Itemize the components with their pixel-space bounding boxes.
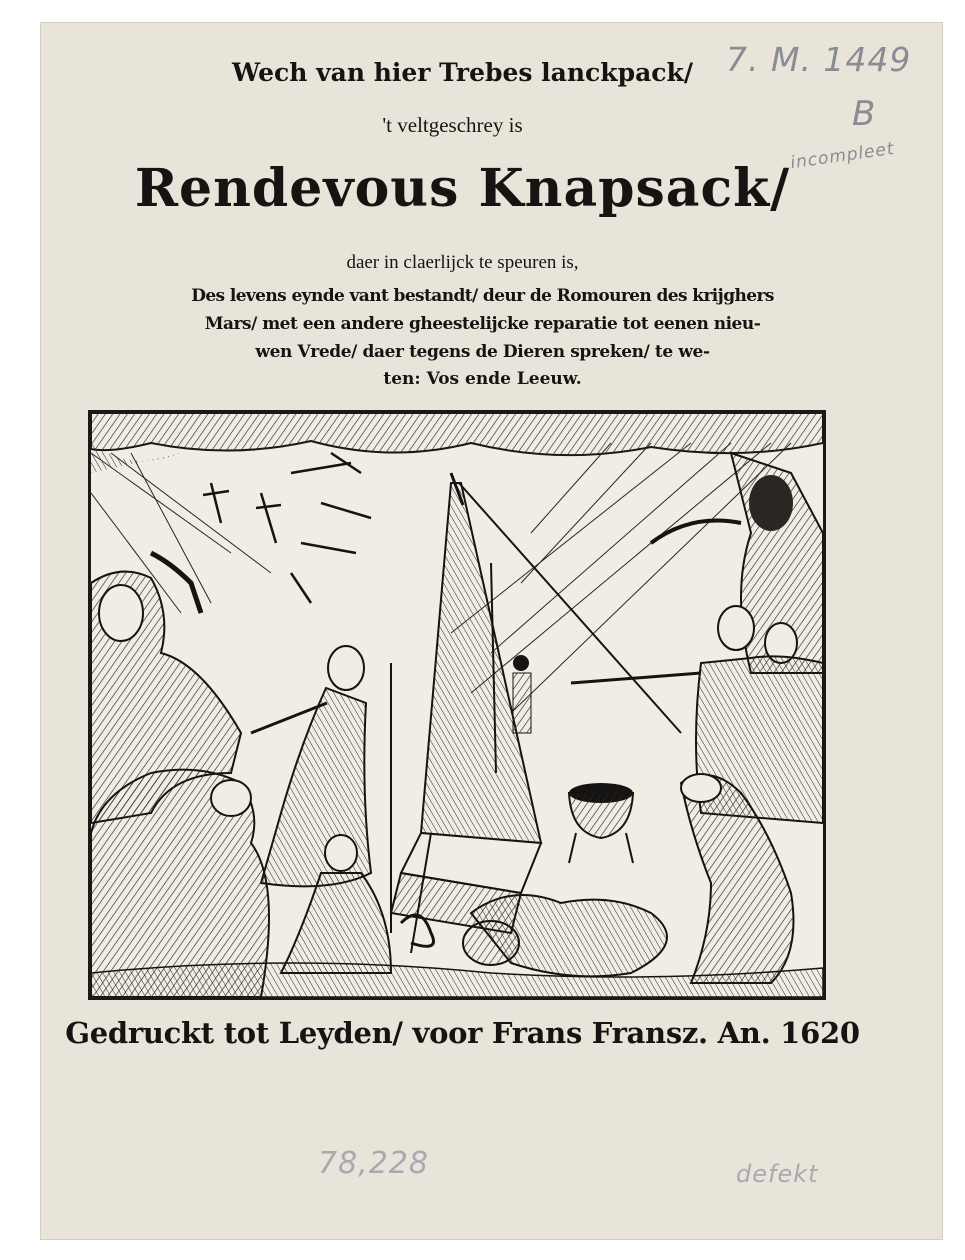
title-line-8: ten: Vos ende Leeuw. (383, 369, 582, 389)
title-line-6: Mars/ met een andere gheestelijcke reparatie tot eenen nieu- (204, 314, 761, 334)
catalog-letter: B (852, 94, 877, 134)
falling-weapons (203, 453, 371, 603)
title-line-2: 't veltgeschrey is (382, 113, 523, 137)
title-line-4: daer in claerlijck te speuren is, (346, 252, 579, 273)
woodcut-illustration (88, 410, 826, 1000)
main-title: Rendevous Knapsack/ (134, 158, 791, 219)
title-line-1: Wech van hier Trebes lanckpack/ (232, 58, 693, 87)
cloud-band (91, 413, 823, 473)
title-line-5: Des levens eynde vant bestandt/ deur de Romouren des krijghers (191, 286, 774, 306)
title-line-7: wen Vrede/ daer tegens de Dieren spreken/ te we- (255, 342, 710, 362)
imprint: Gedruckt tot Leyden/ voor Frans Fransz. An. 1620 (65, 1016, 860, 1050)
note-defekt: defekt (736, 1160, 819, 1188)
catalog-number: 7. M. 1449 (726, 40, 912, 79)
note-incompleet: incompleet (789, 138, 896, 174)
note-number: 78,228 (318, 1146, 429, 1181)
cauldron (569, 783, 633, 863)
